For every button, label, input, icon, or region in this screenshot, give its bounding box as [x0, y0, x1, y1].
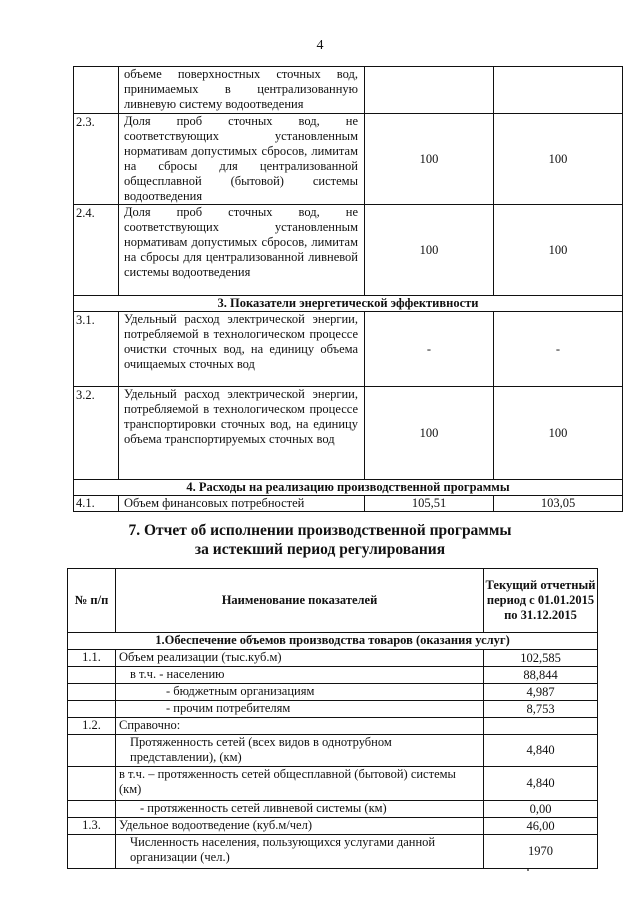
row-number [68, 801, 116, 818]
row-value-2: 100 [494, 387, 623, 480]
row-value: 1970 [484, 835, 598, 869]
row-name: Численность населения, пользующихся услугами данной организации (чел.) [116, 835, 484, 869]
row-number: 2.3. [74, 114, 119, 205]
table-row [74, 496, 623, 512]
table-row [68, 735, 598, 767]
row-number: 1.1. [68, 650, 116, 667]
section-heading: 4. Расходы на реализацию производственной программы [74, 480, 623, 496]
row-number [68, 701, 116, 718]
table-row [68, 835, 598, 869]
row-value [484, 718, 598, 735]
table-row [68, 667, 598, 684]
row-number [68, 667, 116, 684]
row-value-1: 100 [365, 387, 494, 480]
row-number [74, 67, 119, 114]
scan-speck [527, 869, 529, 871]
row-name: Доля проб сточных вод, не соответствующих установленным нормативам допустимых сбросов, лимитам на сбросы для централизованной ливневой системы водоотведения [119, 205, 365, 296]
table-row [74, 67, 623, 114]
row-value-2: - [494, 312, 623, 387]
row-name: - бюджетным организациям [116, 684, 484, 701]
section-row [68, 633, 598, 650]
table-row [68, 818, 598, 835]
row-value-1: 100 [365, 205, 494, 296]
row-value-2: 100 [494, 114, 623, 205]
row-number [68, 684, 116, 701]
row-number: 1.3. [68, 818, 116, 835]
table-row [68, 650, 598, 667]
row-name: Объем реализации (тыс.куб.м) [116, 650, 484, 667]
table-row [68, 718, 598, 735]
row-value-1 [365, 67, 494, 114]
row-value-2: 103,05 [494, 496, 623, 512]
row-number: 1.2. [68, 718, 116, 735]
section-heading: 1.Обеспечение объемов производства товаров (оказания услуг) [68, 633, 598, 650]
row-number: 3.1. [74, 312, 119, 387]
row-value: 88,844 [484, 667, 598, 684]
row-name: - прочим потребителям [116, 701, 484, 718]
page-number: 4 [316, 38, 324, 53]
header-period: Текущий отчетный период с 01.01.2015 по 31.12.2015 [484, 569, 598, 633]
row-value: 102,585 [484, 650, 598, 667]
report-table [67, 568, 598, 869]
table-row [68, 684, 598, 701]
header-number: № п/п [68, 569, 116, 633]
row-name: в т.ч. – протяженность сетей общесплавной (бытовой) системы (км) [116, 767, 484, 801]
row-value: 46,00 [484, 818, 598, 835]
row-number [68, 835, 116, 869]
row-value: 0,00 [484, 801, 598, 818]
row-name: Удельный расход электрической энергии, потребляемой в технологическом процессе транспортировки сточных вод, на единицу объема транспортируемых сточных вод [119, 387, 365, 480]
table-row [74, 114, 623, 205]
table-row [74, 205, 623, 296]
row-value-1: 105,51 [365, 496, 494, 512]
row-value: 4,840 [484, 767, 598, 801]
row-value-1: 100 [365, 114, 494, 205]
section-heading: 3. Показатели энергетической эффективности [74, 296, 623, 312]
section-title: 7. Отчет об исполнении производственной программы [128, 522, 512, 539]
section-subtitle: за истекший период регулирования [194, 541, 446, 558]
header-name: Наименование показателей [116, 569, 484, 633]
row-number: 3.2. [74, 387, 119, 480]
row-number [68, 735, 116, 767]
row-name: Справочно: [116, 718, 484, 735]
indicators-table [73, 66, 623, 512]
row-number: 2.4. [74, 205, 119, 296]
row-name: объеме поверхностных сточных вод, принимаемых в централизованную ливневую систему водоотведения [119, 67, 365, 114]
row-value-1: - [365, 312, 494, 387]
table-row [68, 701, 598, 718]
row-name: в т.ч. - населению [116, 667, 484, 684]
table-row [74, 387, 623, 480]
header-row [68, 569, 598, 633]
row-name: Удельное водоотведение (куб.м/чел) [116, 818, 484, 835]
row-name: Объем финансовых потребностей [119, 496, 365, 512]
table-row [74, 312, 623, 387]
row-value: 4,840 [484, 735, 598, 767]
row-value-2: 100 [494, 205, 623, 296]
row-number [68, 767, 116, 801]
row-value: 4,987 [484, 684, 598, 701]
row-name: Доля проб сточных вод, не соответствующих установленным нормативам допустимых сбросов, лимитам на сбросы для централизованной общесплавной (бытовой) системы водоотведения [119, 114, 365, 205]
table-row [68, 801, 598, 818]
section-row [74, 296, 623, 312]
row-value-2 [494, 67, 623, 114]
row-number: 4.1. [74, 496, 119, 512]
row-name: Удельный расход электрической энергии, потребляемой в технологическом процессе очистки сточных вод, на единицу объема очищаемых сточных вод [119, 312, 365, 387]
section-row [74, 480, 623, 496]
table-row [68, 767, 598, 801]
row-name: Протяженность сетей (всех видов в однотрубном представлении), (км) [116, 735, 484, 767]
row-value: 8,753 [484, 701, 598, 718]
row-name: - протяженность сетей ливневой системы (км) [116, 801, 484, 818]
